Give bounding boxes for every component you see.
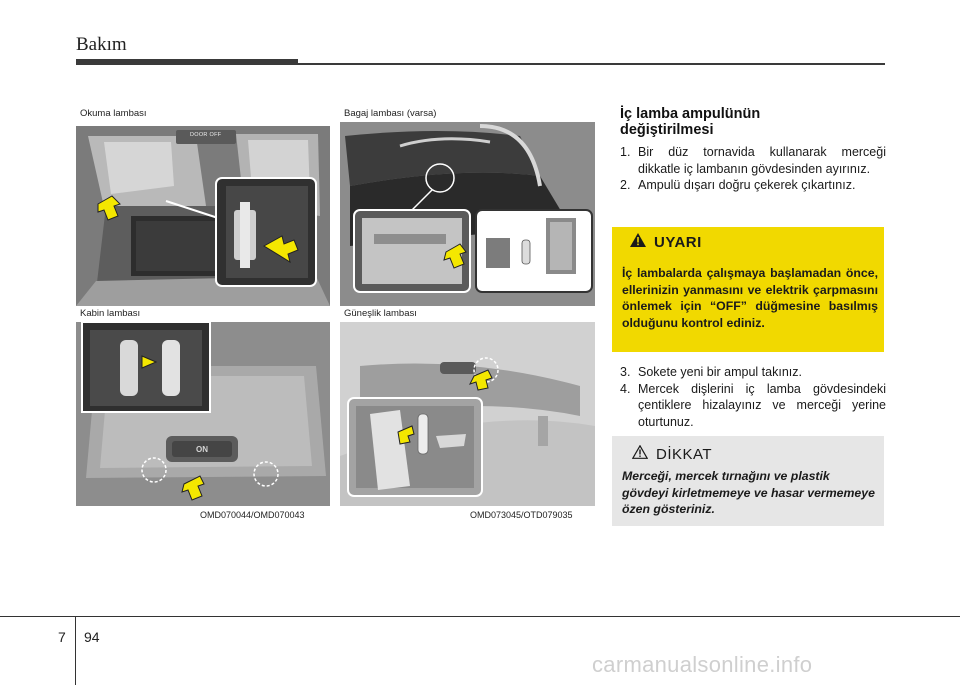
caution-title: DİKKAT [656, 446, 713, 463]
on-button-label: ON [196, 445, 208, 454]
warning-box [612, 227, 884, 352]
header-rule-thin [298, 63, 885, 65]
caution-box [612, 436, 884, 526]
reading-lamp-photo [76, 106, 330, 306]
caution-triangle-icon [632, 445, 648, 464]
trunk-lamp-photo [340, 106, 595, 306]
step-item [620, 177, 886, 194]
reading-lamp-caption: Okuma lambası [76, 106, 174, 121]
warning-text: İç lambalarda çalışmaya başlamadan önce, ellerinizin yanmasını ve elektrik çarpmasını önlemek için “OFF” düğmesine basılmış olduğunu kontrol ediniz. [622, 266, 878, 330]
vanity-lamp-caption: Güneşlik lambası [340, 306, 444, 321]
footer-rule [0, 616, 960, 617]
steps-list-a [620, 144, 886, 194]
chapter-number: 7 [58, 629, 66, 645]
step-text: Bir düz tornavida kullanarak merceği dikkatle iç lambanın gövdesinden ayırınız. [638, 145, 886, 176]
step-item [620, 364, 886, 381]
page-number: 94 [84, 629, 100, 645]
figure-ref-left: OMD070044/OMD070043 [200, 510, 305, 520]
cabin-lamp-photo [76, 306, 330, 506]
caution-text: Merceği, mercek tırnağını ve plastik gövdeyi kirletmemeye ve hasar vermemeye özen gösteriniz. [622, 469, 875, 516]
warning-header [630, 233, 702, 252]
figure-ref-right: OMD073045/OTD079035 [470, 510, 573, 520]
step-text: Mercek dişlerini iç lamba gövdesindeki çentiklere hizalayınız ve merceği yerine oturtunuz. [638, 381, 886, 429]
warning-title: UYARI [654, 234, 702, 251]
steps-list-b [620, 364, 886, 430]
section-title-line1: İç lamba ampulünün [620, 106, 761, 122]
door-off-switch-label: DOOR OFF [190, 132, 222, 138]
chapter-title: Bakım [76, 34, 127, 55]
step-number: 2. [620, 178, 631, 192]
step-number: 4. [620, 381, 631, 396]
cabin-lamp-caption: Kabin lambası [76, 306, 174, 321]
trunk-lamp-caption: Bagaj lambası (varsa) [340, 106, 494, 121]
step-text: Ampulü dışarı doğru çekerek çıkartınız. [638, 178, 856, 192]
section-title [620, 106, 890, 138]
step-text: Sokete yeni bir ampul takınız. [638, 365, 802, 379]
vanity-lamp-photo [340, 306, 595, 506]
step-item [620, 144, 886, 177]
step-item [620, 381, 886, 431]
watermark: carmanualsonline.info [592, 652, 813, 677]
caution-header [632, 445, 712, 464]
section-title-line2: değiştirilmesi [620, 122, 714, 138]
step-number: 3. [620, 365, 631, 379]
step-number: 1. [620, 145, 631, 159]
header-rule-thick [76, 59, 298, 65]
footer-divider [75, 616, 76, 685]
warning-triangle-icon [630, 233, 646, 252]
